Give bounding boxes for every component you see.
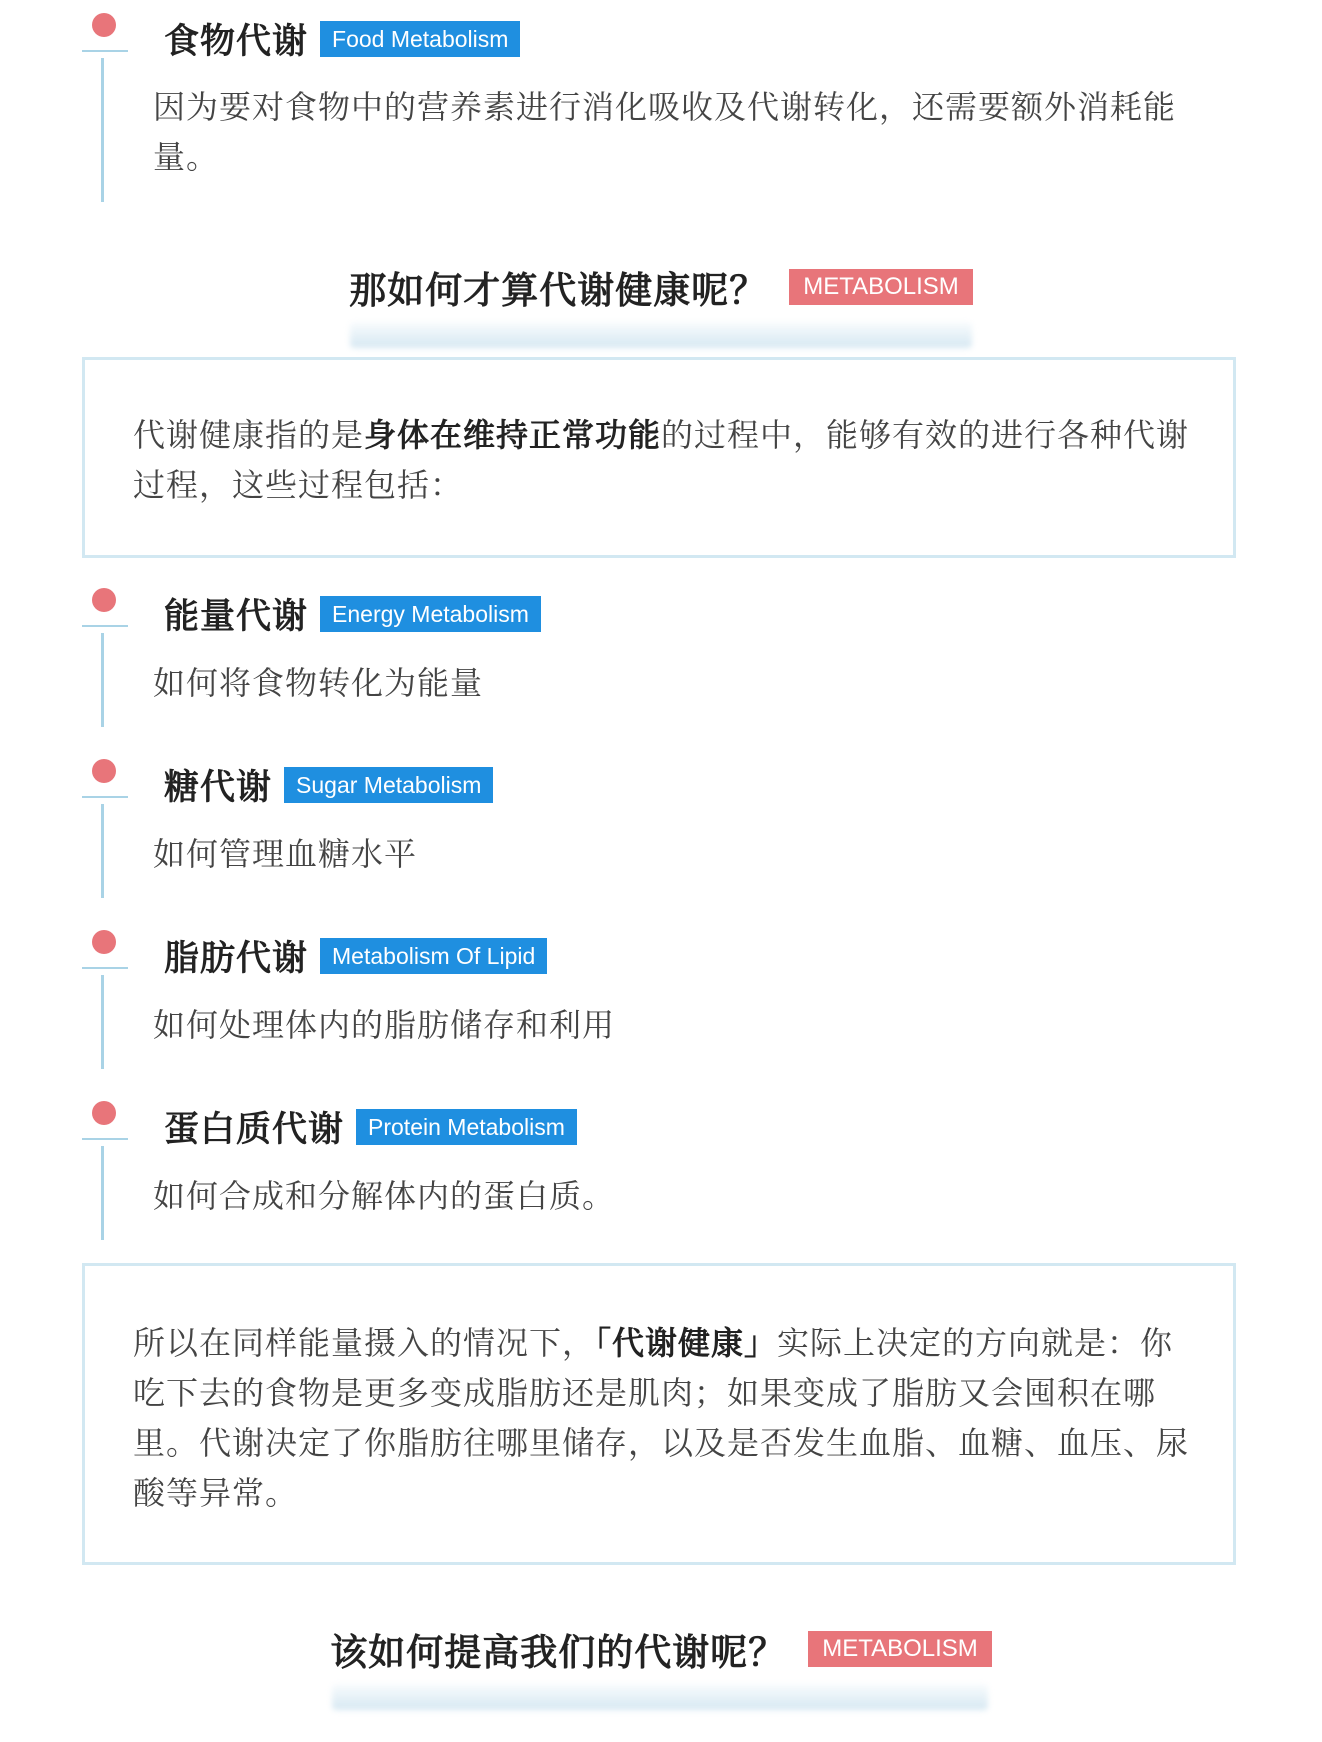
section-title: 那如何才算代谢健康呢？ [349,269,768,312]
bullet-dot-icon [92,930,116,954]
box-text [133,1318,1191,1518]
box-text-bold: 身体在维持正常功能 [364,416,662,454]
timeline-line [101,1146,104,1240]
section-tag: METABOLISM [789,269,973,305]
section-tag: METABOLISM [808,1631,992,1667]
item-description: 如何管理血糖水平 [153,835,418,873]
divider [82,1138,128,1140]
item-description: 如何合成和分解体内的蛋白质。 [153,1177,616,1215]
box-text-normal: 代谢健康指的是 [133,416,365,454]
divider [82,625,128,627]
item-description: 如何将食物转化为能量 [153,664,484,702]
divider [82,796,128,798]
timeline-line [101,804,104,898]
item-title: 蛋白质代谢 [164,1110,345,1150]
bullet-dot-icon [92,588,116,612]
info-box-summary [82,1263,1236,1565]
box-text-normal: 实际上决定的方向就是：你吃下去的食物是更多变成脂肪还是肌肉；如果变成了脂肪又会囤积在哪里。代谢决定了你脂肪往哪里储存，以及是否发生血脂、血糖、血压、尿酸等异常。 [133,1324,1190,1512]
divider [82,967,128,969]
bullet-dot-icon [92,13,116,37]
box-text-bold: 「代谢健康」 [595,1324,778,1362]
item-description: 如何处理体内的脂肪储存和利用 [153,1006,616,1044]
box-text-normal: 的过程中，能够有效的进行各种代谢过程，这些过程包括： [133,416,1190,504]
divider [82,50,128,52]
item-badge: Metabolism Of Lipid [320,938,547,974]
item-title: 糖代谢 [164,768,273,808]
item-badge: Sugar Metabolism [284,767,493,803]
timeline-line [101,975,104,1069]
bullet-dot-icon [92,759,116,783]
item-title: 能量代谢 [164,597,309,637]
item-badge: Protein Metabolism [356,1109,577,1145]
item-description: 因为要对食物中的营养素进行消化吸收及代谢转化，还需要额外消耗能量。 [153,88,1177,176]
section-heading-healthy [0,260,1322,370]
timeline-line [101,633,104,727]
bullet-dot-icon [92,1101,116,1125]
section-heading-improve [0,1622,1322,1732]
item-title: 食物代谢 [164,22,309,62]
section-title: 该如何提高我们的代谢呢？ [330,1631,787,1674]
info-box-definition [82,357,1236,558]
box-text [133,410,1191,510]
item-title: 脂肪代谢 [164,939,309,979]
item-badge: Energy Metabolism [320,596,541,632]
heading-underline-shadow [332,1684,988,1710]
heading-underline-shadow [350,322,972,348]
item-badge: Food Metabolism [320,21,520,57]
timeline-line [101,58,104,202]
box-text-normal: 所以在同样能量摄入的情况下， [133,1324,596,1362]
